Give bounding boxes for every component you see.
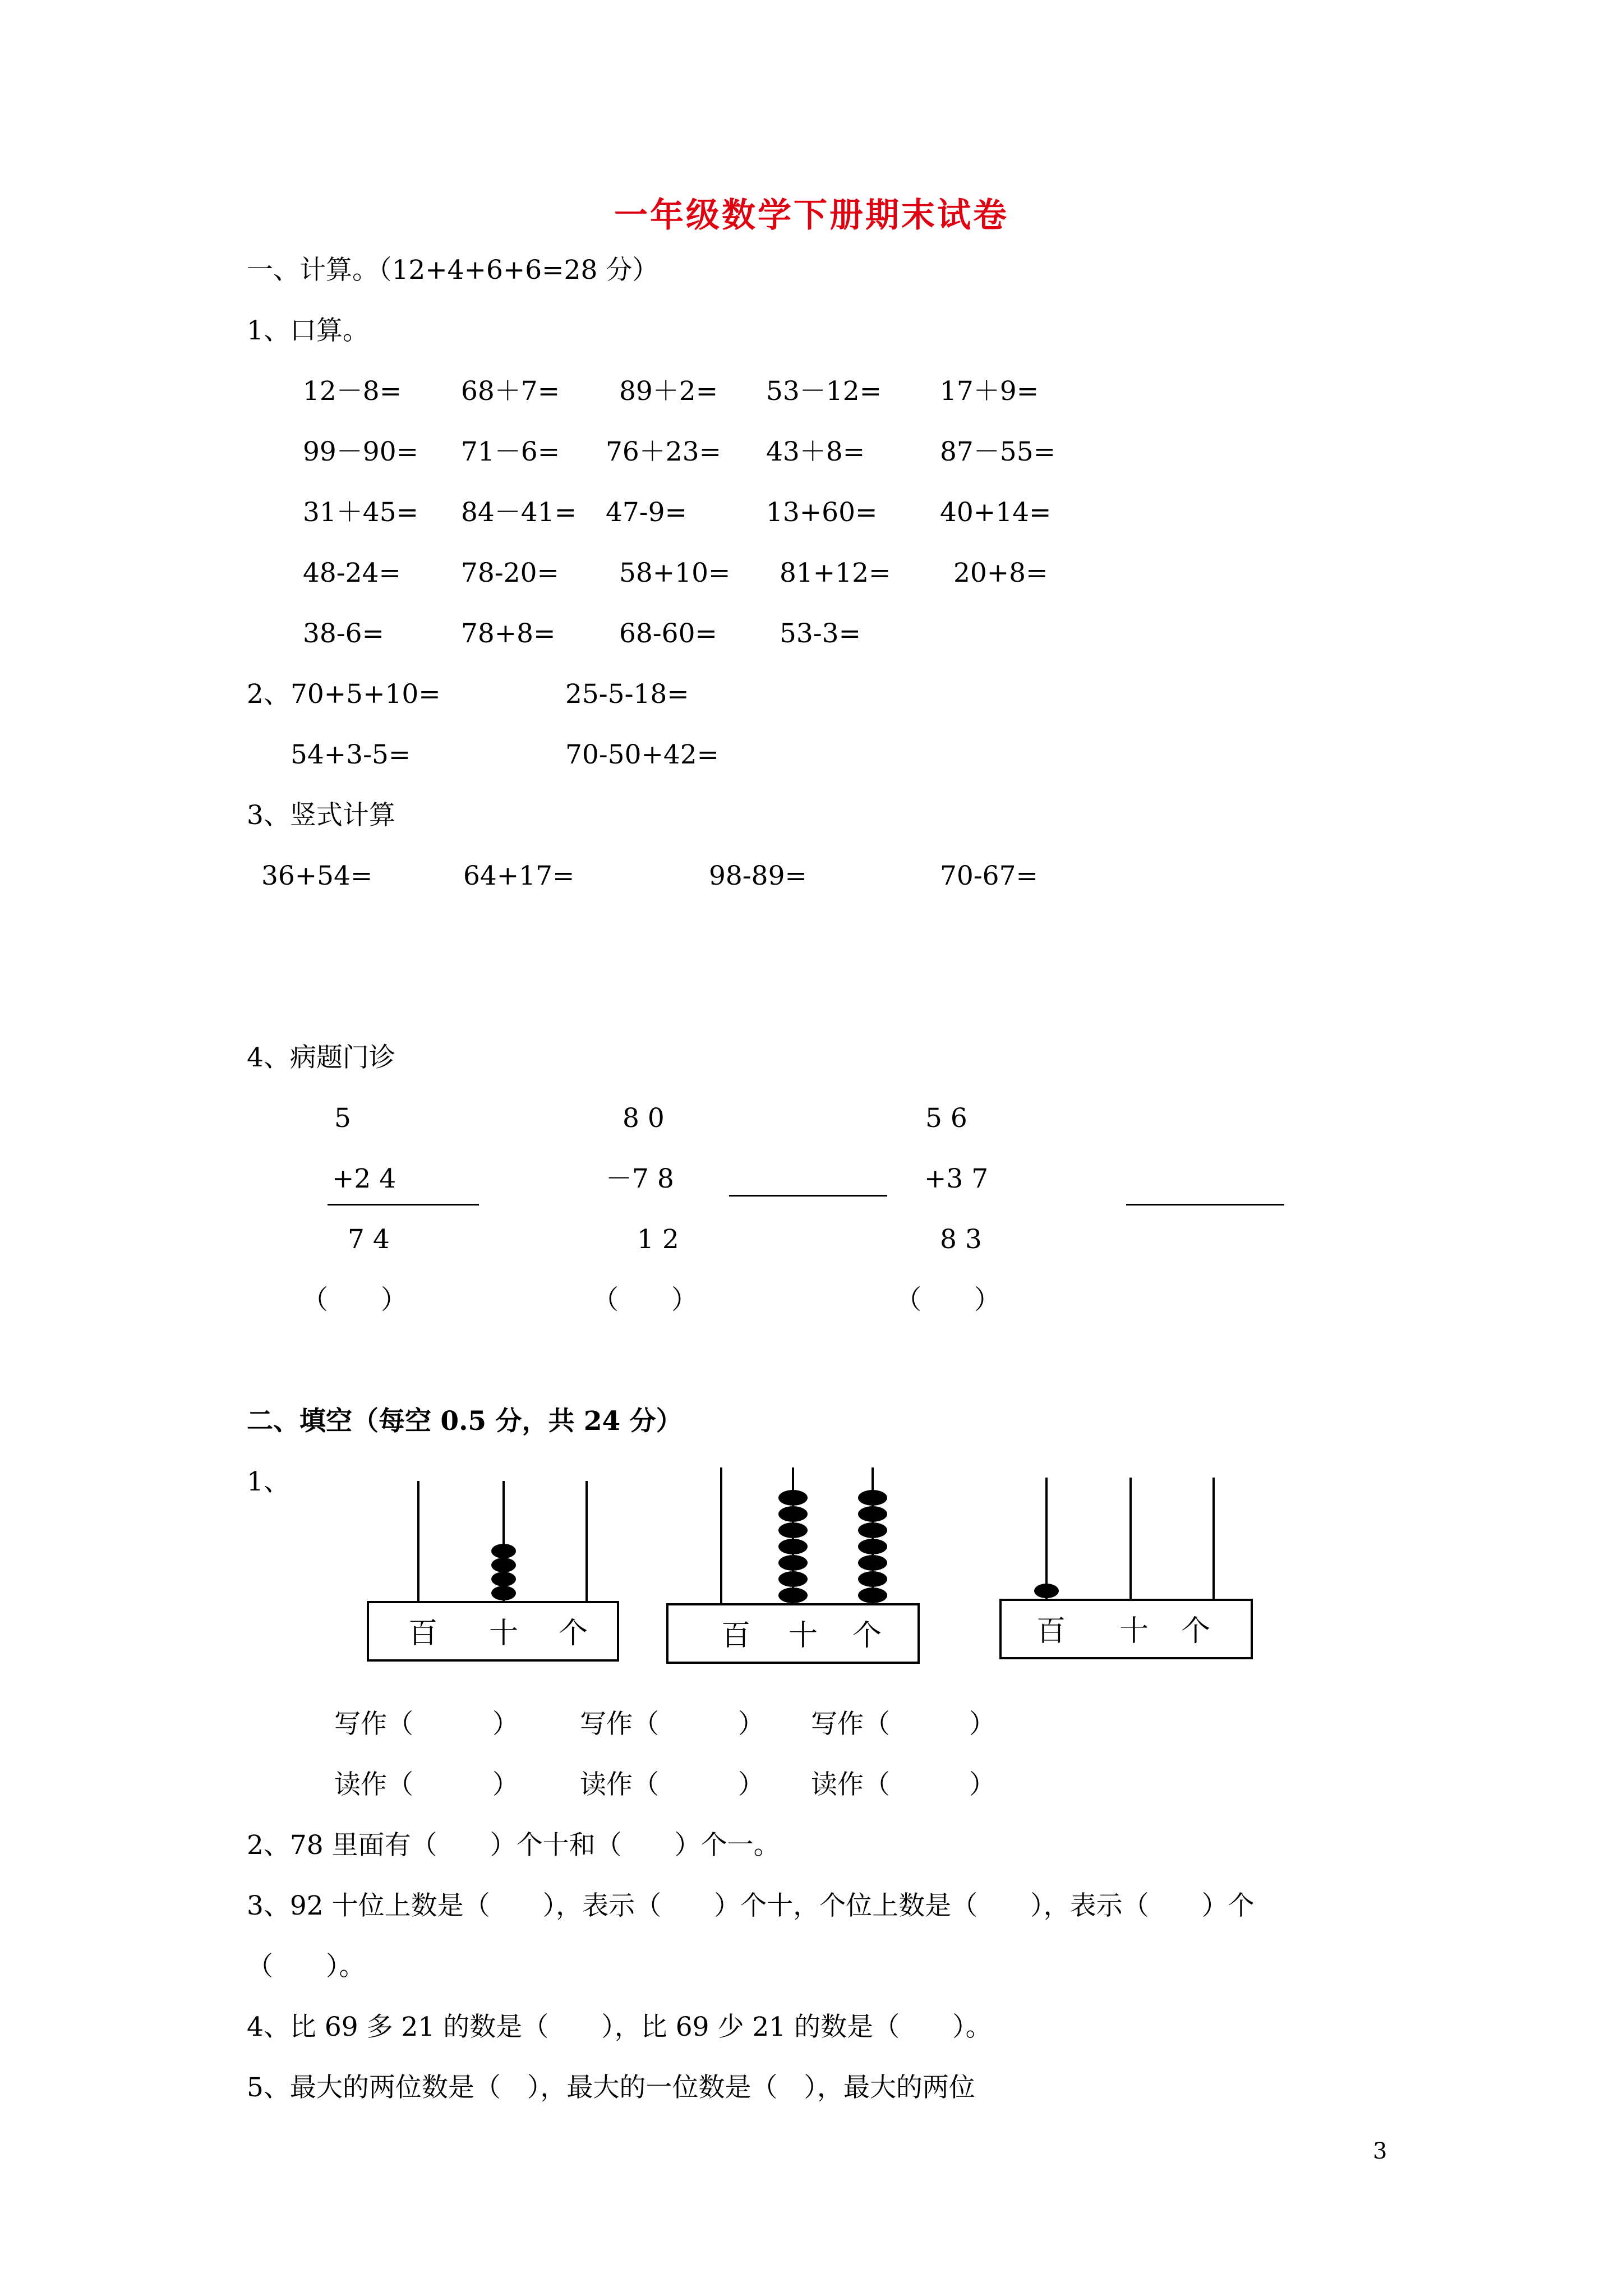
oral-item-r2-c5: 87－55= bbox=[940, 436, 1055, 467]
s2-q3-line1: 3、92 十位上数是（ ），表示（ ）个十，个位上数是（ ），表示（ ）个 bbox=[247, 1890, 1255, 1921]
section2-heading: 二、填空（每空 0.5 分，共 24 分） bbox=[247, 1406, 683, 1437]
read-as-1: 读作（ ） bbox=[334, 1769, 519, 1800]
q1-label: 1、口算。 bbox=[247, 315, 369, 346]
read-as-2: 读作（ ） bbox=[580, 1769, 764, 1800]
oral-item-r5-c4: 53-3= bbox=[780, 618, 861, 649]
abacus-2-rod-3-bead bbox=[858, 1522, 887, 1538]
abacus-2-label-ones: 个 bbox=[852, 1619, 882, 1653]
q2-item-3: 54+3-5= bbox=[291, 739, 411, 770]
read-as-3: 读作（ ） bbox=[811, 1769, 995, 1800]
q4-b-result: 1 2 bbox=[637, 1224, 679, 1255]
q4-a-result: 7 4 bbox=[348, 1224, 390, 1255]
q4-a-paren: （ ） bbox=[302, 1285, 407, 1315]
abacus-2-rod-2-bead bbox=[778, 1539, 808, 1554]
write-as-3: 写作（ ） bbox=[811, 1709, 995, 1740]
oral-item-r3-c4: 13+60= bbox=[766, 497, 878, 528]
q4-b-paren: （ ） bbox=[592, 1285, 698, 1315]
oral-item-r4-c1: 48-24= bbox=[303, 558, 401, 588]
oral-item-r3-c5: 40+14= bbox=[940, 497, 1052, 528]
oral-item-r1-c4: 53－12= bbox=[766, 376, 882, 407]
oral-item-r4-c2: 78-20= bbox=[461, 558, 559, 588]
q2-item-2: 25-5-18= bbox=[565, 679, 689, 710]
abacus-2-label-hundreds: 百 bbox=[721, 1619, 751, 1653]
abacus-1-label-ones: 个 bbox=[559, 1617, 588, 1650]
q2-item-1: 70+5+10= bbox=[291, 679, 441, 710]
s2-q2: 2、78 里面有（ ）个十和（ ）个一。 bbox=[247, 1830, 780, 1861]
write-as-1: 写作（ ） bbox=[334, 1709, 519, 1740]
s2-q3-line2: （ ）。 bbox=[247, 1951, 366, 1982]
abacus-1-rod-2-bead bbox=[491, 1558, 516, 1572]
oral-item-r2-c2: 71－6= bbox=[461, 436, 560, 467]
q3-item-1: 36+54= bbox=[261, 861, 373, 891]
abacus-2-rod-3-bead bbox=[858, 1539, 887, 1554]
q4-label: 4、病题门诊 bbox=[247, 1042, 395, 1073]
q3-label: 3、竖式计算 bbox=[247, 800, 395, 831]
q3-item-2: 64+17= bbox=[463, 861, 575, 891]
abacus-2-rod-3-bead bbox=[858, 1588, 887, 1603]
abacus-3-label-tens: 十 bbox=[1119, 1614, 1149, 1648]
oral-item-r5-c1: 38-6= bbox=[303, 618, 384, 649]
s2-q4: 4、比 69 多 21 的数是（ ），比 69 少 21 的数是（ ）。 bbox=[247, 2012, 992, 2042]
q4-c-paren: （ ） bbox=[895, 1285, 1000, 1315]
oral-item-r3-c3: 47-9= bbox=[606, 497, 687, 528]
page-number: 3 bbox=[1373, 2138, 1387, 2164]
abacus-2-rod-3-bead bbox=[858, 1490, 887, 1506]
oral-item-r4-c4: 81+12= bbox=[780, 558, 891, 588]
abacus-1-rod-2-bead bbox=[491, 1572, 516, 1586]
abacus-1-label-tens: 十 bbox=[489, 1617, 519, 1650]
q2-item-4: 70-50+42= bbox=[565, 739, 720, 770]
oral-item-r5-c2: 78+8= bbox=[461, 618, 556, 649]
q3-item-4: 70-67= bbox=[940, 861, 1038, 891]
abacus-2-rod-2-bead bbox=[778, 1506, 808, 1522]
abacus-3-label-hundreds: 百 bbox=[1036, 1614, 1066, 1648]
oral-item-r3-c1: 31＋45= bbox=[303, 497, 418, 528]
abacus-2-rod-2-bead bbox=[778, 1571, 808, 1587]
oral-item-r4-c3: 58+10= bbox=[619, 558, 731, 588]
oral-item-r1-c2: 68＋7= bbox=[461, 376, 560, 407]
oral-item-r3-c2: 84－41= bbox=[461, 497, 577, 528]
q2-label: 2、 bbox=[247, 679, 290, 710]
abacus-2-rod-2-bead bbox=[778, 1490, 808, 1506]
q4-b-top: 8 0 bbox=[623, 1103, 665, 1134]
abacus-2-rod-3-bead bbox=[858, 1506, 887, 1522]
oral-item-r1-c3: 89＋2= bbox=[619, 376, 718, 407]
abacus-2-rod-2-bead bbox=[778, 1555, 808, 1571]
oral-item-r1-c1: 12－8= bbox=[303, 376, 402, 407]
oral-item-r2-c1: 99－90= bbox=[303, 436, 418, 467]
abacus-3-rod-1-bead bbox=[1034, 1584, 1059, 1598]
abacus-3-label-ones: 个 bbox=[1181, 1614, 1211, 1648]
abacus-2-rod-2-bead bbox=[778, 1522, 808, 1538]
abacus-1-label-hundreds: 百 bbox=[408, 1617, 438, 1650]
q4-c-result: 8 3 bbox=[940, 1224, 982, 1255]
q4-c-top: 5 6 bbox=[925, 1103, 967, 1134]
q4-a-op: +2 4 bbox=[332, 1163, 396, 1194]
q4-c-op: +3 7 bbox=[924, 1163, 989, 1194]
write-as-2: 写作（ ） bbox=[580, 1709, 764, 1740]
oral-item-r2-c3: 76＋23= bbox=[606, 436, 721, 467]
abacus-2-rod-3-bead bbox=[858, 1571, 887, 1587]
abacus-1-rod-2-bead bbox=[491, 1586, 516, 1600]
oral-item-r5-c3: 68-60= bbox=[619, 618, 717, 649]
q4-b-op: －7 8 bbox=[606, 1163, 674, 1194]
q4-a-top: 5 bbox=[334, 1103, 351, 1134]
abacus-2-label-tens: 十 bbox=[789, 1619, 818, 1653]
abacus-2-rod-2-bead bbox=[778, 1588, 808, 1603]
q3-item-3: 98-89= bbox=[709, 861, 807, 891]
abacus-2-rod-3-bead bbox=[858, 1555, 887, 1571]
oral-item-r1-c5: 17＋9= bbox=[940, 376, 1039, 407]
oral-item-r2-c4: 43＋8= bbox=[766, 436, 865, 467]
oral-item-r4-c5: 20+8= bbox=[953, 558, 1048, 588]
s2-q1-label: 1、 bbox=[247, 1466, 290, 1497]
section1-heading: 一、计算。（12+4+6+6=28 分） bbox=[247, 255, 659, 286]
abacus-1-rod-2-bead bbox=[491, 1544, 516, 1558]
page-title: 一年级数学下册期末试卷 bbox=[614, 196, 1009, 235]
s2-q5: 5、最大的两位数是（ ），最大的一位数是（ ），最大的两位 bbox=[247, 2072, 975, 2103]
